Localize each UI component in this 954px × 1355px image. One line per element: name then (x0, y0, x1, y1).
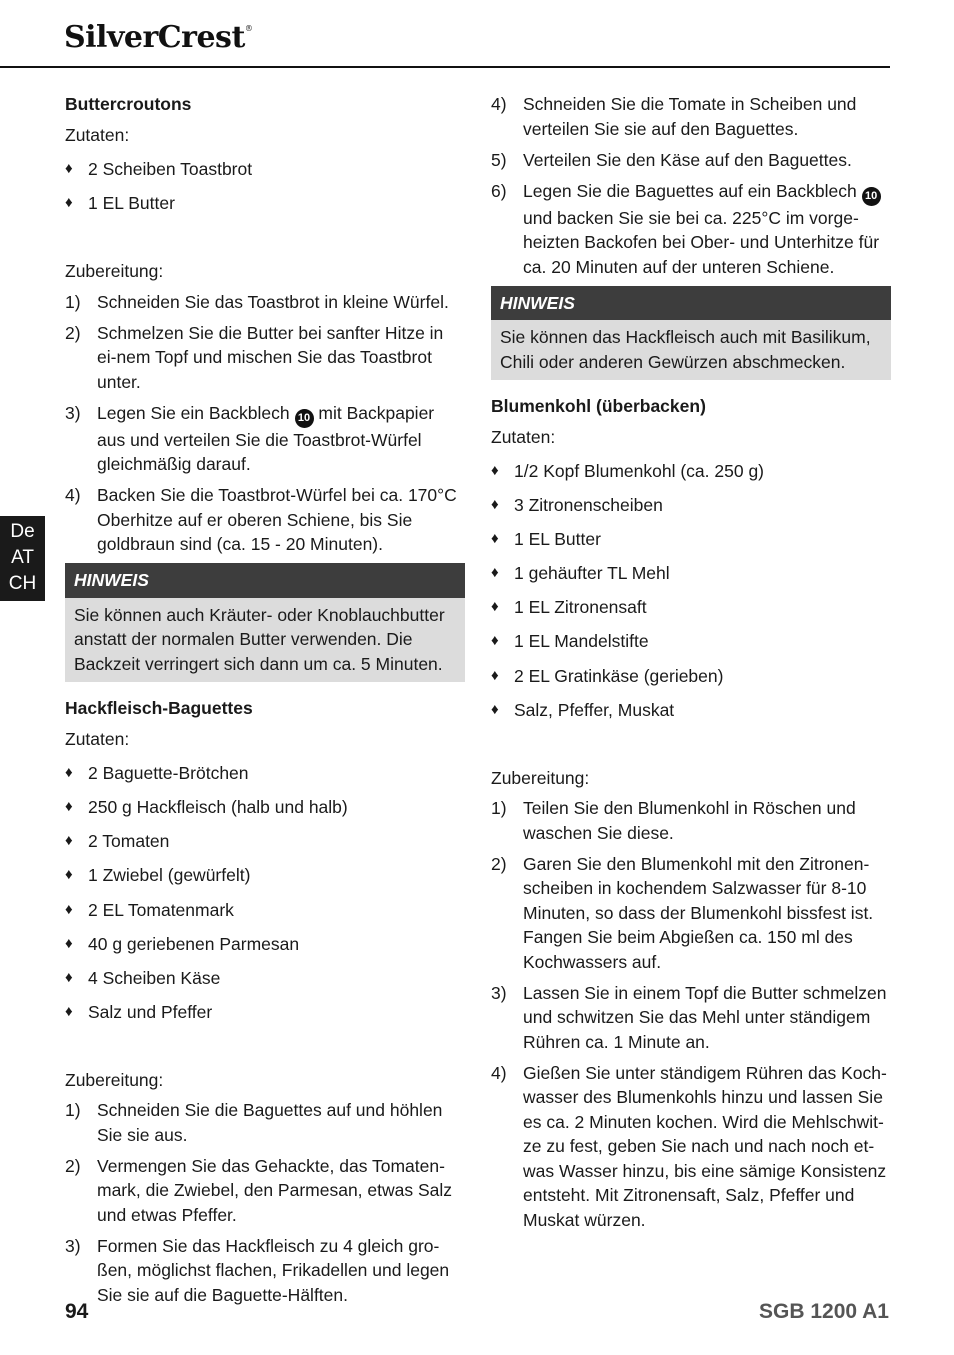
model-number: SGB 1200 A1 (759, 1300, 889, 1323)
list-item: 2) Schmelzen Sie die Butter bei sanfter Hitze in ei-nem Topf und mischen Sie das Toastbrot unter. (65, 322, 444, 392)
ingredients-label: Zutaten: (65, 728, 130, 749)
ingredients-label: Zutaten: (491, 426, 556, 447)
ingredient-list (65, 157, 465, 216)
list-item: 3) Legen Sie ein Backblech 10 mit Backpapier aus und verteilen Sie die Toastbrot-Würfel gleichmäßig darauf. (65, 402, 435, 475)
step-list (491, 92, 891, 279)
brand-logo: SilverCrest® (64, 20, 253, 55)
language-tab (0, 516, 45, 601)
ingredient-list (65, 761, 465, 1024)
list-item: 3) Formen Sie das Hackfleisch zu 4 gleich gro-ßen, möglichst flachen, Frikadellen und legen Sie sie auf die Baguette-Hälften. (65, 1235, 450, 1305)
list-item: 4) Backen Sie die Toastbrot-Würfel bei ca. 170°C Oberhitze auf er oberen Schiene, bis Sie goldbraun sind (ca. 15 - 20 Minuten). (65, 485, 457, 555)
note-title: HINWEIS (65, 563, 465, 598)
list-item: ♦ 4 Scheiben Käse (65, 966, 465, 991)
left-column (65, 92, 465, 1314)
note-box (491, 286, 891, 381)
preparation-label: Zubereitung: (65, 261, 164, 282)
baking-tray-number-icon: 10 (295, 409, 314, 428)
list-item: 4) Gießen Sie unter ständigem Rühren das Koch-wasser des Blumenkohls hinzu und lassen Sie es ca. 2 Minuten kochen. Wird die Mehlschwit-ze zu fest, geben Sie nach und nach noch et-was Wasser hinzu, bis eine sämige Konsistenz entsteht. Mit Zitronensaft, Salz, Pfeffer und Muskat würzen. (491, 1062, 887, 1230)
ingredient-list (491, 459, 891, 722)
list-item: ♦ 1 EL Butter (491, 527, 891, 552)
note-text: Sie können das Hackfleisch auch mit Basilikum, Chili oder anderen Gewürzen abschmecken. (500, 327, 871, 372)
list-item: ♦ 2 Scheiben Toastbrot (65, 157, 465, 182)
list-item: 4) Schneiden Sie die Tomate in Scheiben und verteilen Sie sie auf den Baguettes. (491, 94, 857, 139)
step-list (65, 1098, 465, 1307)
list-item: 3) Lassen Sie in einem Topf die Butter schmelzen und schwitzen Sie das Mehl unter ständigem Rühren ca. 1 Minute an. (491, 982, 887, 1052)
list-item: ♦ 40 g geriebenen Parmesan (65, 932, 465, 957)
list-item: 1) Schneiden Sie die Baguettes auf und höhlen Sie sie aus. (65, 1100, 443, 1145)
right-column (491, 92, 891, 1239)
list-item: 6) Legen Sie die Baguettes auf ein Backblech 10 und backen Sie sie bei ca. 225°C im vorge-heizten Backofen bei Ober- und Unterhitze für ca. 20 Minuten auf der unteren Schiene. (491, 180, 880, 277)
list-item: ♦ 1 EL Butter (65, 191, 465, 216)
list-item: ♦ 2 Baguette-Brötchen (65, 761, 465, 786)
list-item: ♦ 250 g Hackfleisch (halb und halb) (65, 795, 465, 820)
note-title: HINWEIS (491, 286, 891, 321)
step-list (65, 290, 465, 557)
page-number: 94 (65, 1300, 89, 1323)
note-text: Sie können auch Kräuter- oder Knoblauchbutter anstatt der normalen Butter verwenden. Die Backzeit verringert sich dann um ca. 5 Minuten. (74, 604, 445, 674)
ingredients-label: Zutaten: (65, 124, 130, 145)
list-item: ♦ 2 Tomaten (65, 829, 465, 854)
section-title: Hackfleisch-Baguettes (65, 698, 253, 719)
list-item: ♦ 3 Zitronenscheiben (491, 493, 891, 518)
list-item: ♦ 1 EL Mandelstifte (491, 629, 891, 654)
list-item: 2) Vermengen Sie das Gehackte, das Tomaten-mark, die Zwiebel, den Parmesan, etwas Salz und etwas Pfeffer. (65, 1155, 453, 1225)
list-item: 1) Teilen Sie den Blumenkohl in Röschen und waschen Sie diese. (491, 798, 856, 843)
section-title: Blumenkohl (überbacken) (491, 396, 706, 416)
note-box (65, 563, 465, 682)
header-rule (0, 66, 890, 68)
preparation-label: Zubereitung: (491, 767, 590, 788)
step-list (491, 796, 891, 1232)
list-item: ♦ 1/2 Kopf Blumenkohl (ca. 250 g) (491, 459, 891, 484)
list-item: 5) Verteilen Sie den Käse auf den Baguettes. (491, 149, 852, 170)
list-item: ♦ 2 EL Tomatenmark (65, 898, 465, 923)
list-item: 1) Schneiden Sie das Toastbrot in kleine Würfel. (65, 291, 449, 312)
list-item: ♦ Salz und Pfeffer (65, 1000, 465, 1025)
list-item: ♦ 1 Zwiebel (gewürfelt) (65, 863, 465, 888)
lang-at: AT (11, 547, 34, 568)
baking-tray-number-icon: 10 (862, 187, 881, 206)
list-item: 2) Garen Sie den Blumenkohl mit den Zitronen-scheiben in kochendem Salzwasser für 8-10 Minuten, so dass der Blumenkohl bissfest ist. Fangen Sie beim Abgießen ca. 150 ml des Kochwassers auf. (491, 853, 874, 972)
list-item: ♦ 1 gehäufter TL Mehl (491, 561, 891, 586)
lang-ch: CH (8, 573, 37, 594)
section-title: Buttercroutons (65, 94, 192, 114)
list-item: ♦ Salz, Pfeffer, Muskat (491, 698, 891, 723)
list-item: ♦ 1 EL Zitronensaft (491, 595, 891, 620)
preparation-label: Zubereitung: (65, 1069, 164, 1090)
lang-de: De (10, 521, 35, 542)
list-item: ♦ 2 EL Gratinkäse (gerieben) (491, 664, 891, 689)
